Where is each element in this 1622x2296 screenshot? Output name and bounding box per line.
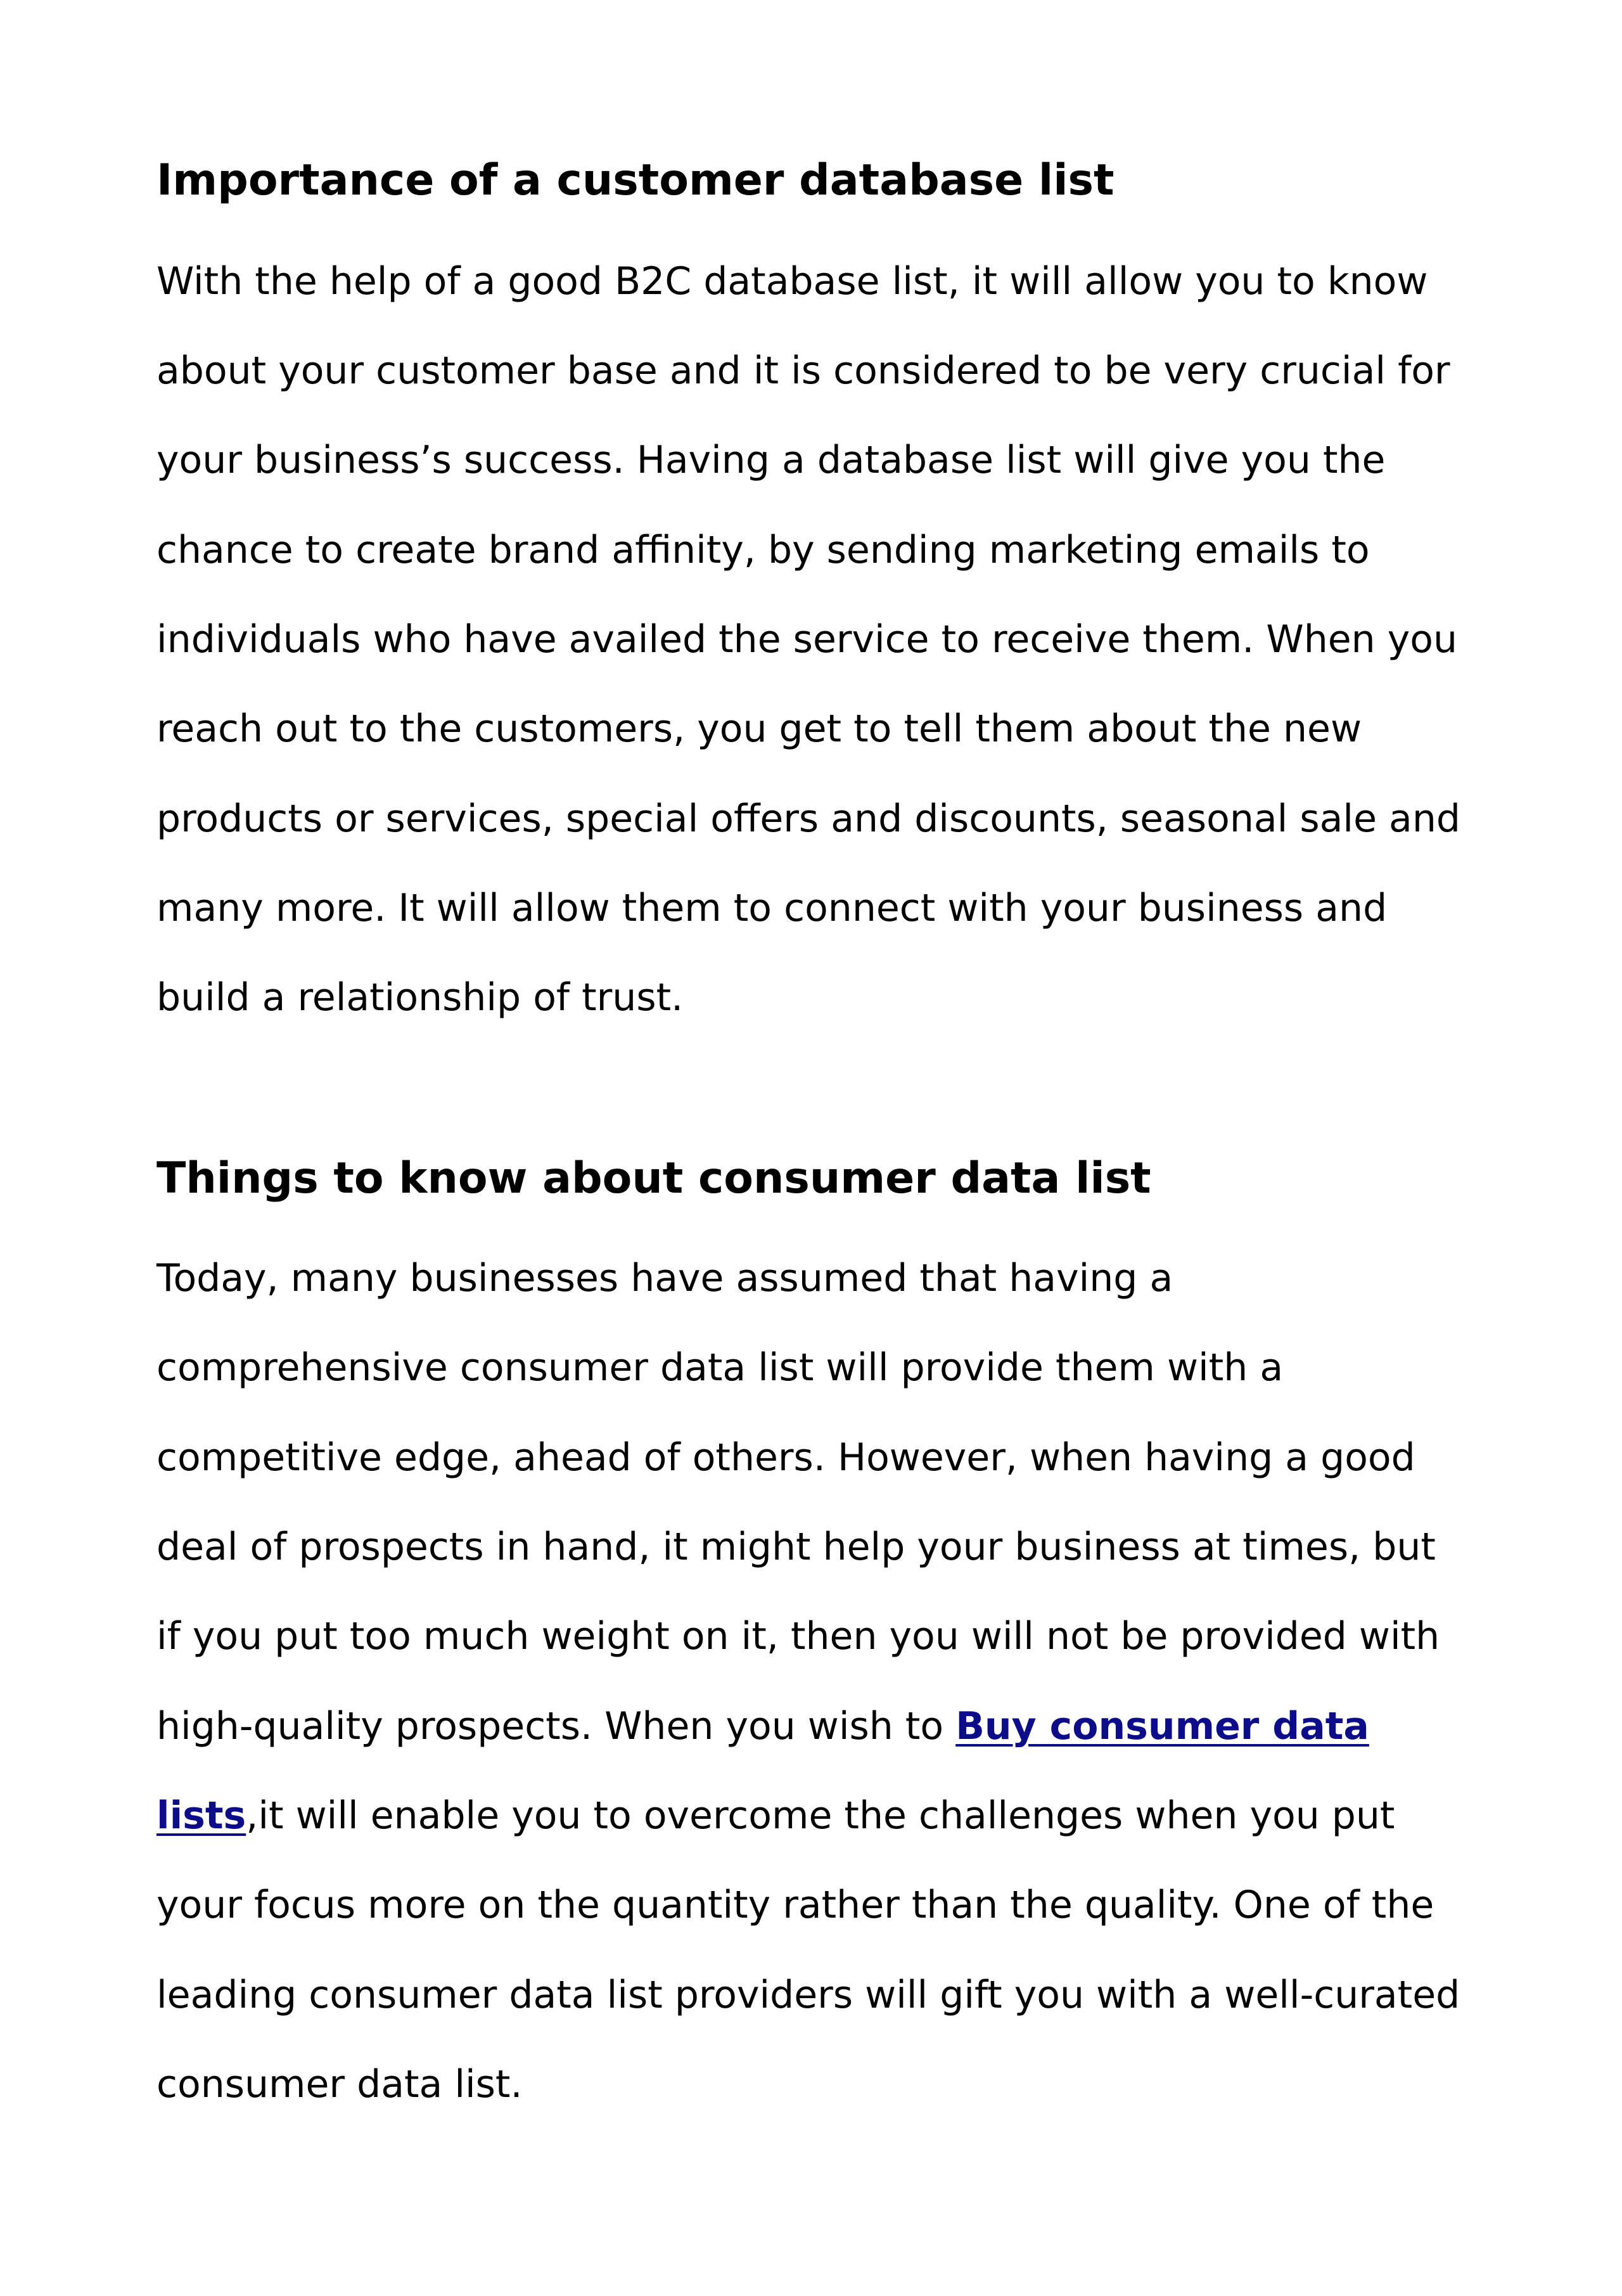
link-line-prefix: high-quality prospects. When you wish to [156,1704,956,1748]
paragraph-line: reach out to the customers, you get to tell them about the new [156,707,1362,751]
paragraph-line: deal of prospects in hand, it might help your business at times, but [156,1525,1436,1569]
buy-consumer-data-lists-link-continuation[interactable]: lists [156,1793,246,1838]
paragraph-line: comprehensive consumer data list will provide them with a [156,1345,1284,1390]
paragraph-line-with-link [156,1701,1369,1752]
section-heading-things-to-know: Things to know about consumer data list [156,1153,1151,1203]
paragraph-line: consumer data list. [156,2062,523,2107]
paragraph-line: your business’s success. Having a database list will give you the [156,438,1386,482]
paragraph-line: chance to create brand affinity, by sending marketing emails to [156,528,1370,572]
paragraph-line: competitive edge, ahead of others. However, when having a good [156,1435,1415,1480]
paragraph-line: With the help of a good B2C database list, it will allow you to know [156,259,1428,304]
paragraph-line: Today, many businesses have assumed that having a [156,1256,1173,1300]
paragraph-line: many more. It will allow them to connect with your business and [156,886,1388,930]
link-line-suffix: ,it will enable you to overcome the challenges when you put [246,1793,1395,1838]
paragraph-line: about your customer base and it is considered to be very crucial for [156,349,1450,393]
paragraph-line-with-link [156,1790,1395,1841]
paragraph-line: leading consumer data list providers will gift you with a well-curated [156,1973,1460,2017]
paragraph-line: individuals who have availed the service to receive them. When you [156,617,1457,662]
paragraph-line: if you put too much weight on it, then you will not be provided with [156,1614,1440,1658]
section-heading-importance: Importance of a customer database list [156,155,1114,205]
paragraph-line: your focus more on the quantity rather than the quality. One of the [156,1883,1434,1927]
paragraph-line: build a relationship of trust. [156,975,684,1020]
paragraph-line: products or services, special offers and discounts, seasonal sale and [156,797,1460,841]
buy-consumer-data-lists-link[interactable]: Buy consumer data [955,1704,1369,1748]
